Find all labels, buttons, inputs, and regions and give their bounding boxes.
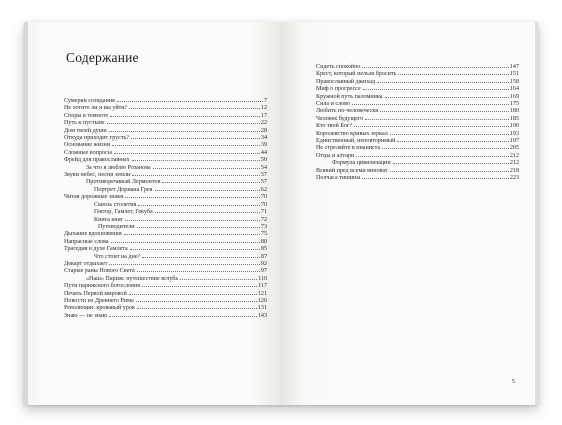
toc-entry: [64, 261, 267, 268]
dot-leader: [112, 145, 260, 146]
toc-entry-page: 7: [263, 98, 267, 104]
toc-entry: [64, 268, 267, 275]
toc-entry: [64, 135, 267, 142]
toc-entry: [316, 86, 519, 93]
toc-entry-page: 151: [509, 71, 519, 78]
toc-entry-page: 117: [258, 283, 267, 290]
toc-entry-page: 87: [260, 253, 267, 260]
dot-leader: [111, 242, 260, 243]
dot-leader: [390, 171, 509, 172]
toc-entry: [64, 128, 267, 135]
dot-leader: [137, 308, 257, 309]
toc-entry-title: Отцы и алтари: [316, 152, 355, 159]
toc-entry-title: Всякий пред всеми виноват: [316, 167, 388, 174]
toc-entry: [64, 165, 267, 172]
dot-leader: [363, 89, 509, 90]
toc-entry-page: 34: [260, 135, 267, 142]
dot-leader: [362, 67, 508, 68]
toc-entry: [64, 254, 267, 261]
dot-leader: [356, 156, 509, 157]
toc-entry: [316, 145, 519, 152]
toc-entry-title: Знаю — не знаю: [64, 312, 108, 319]
toc-entry-page: 180: [509, 108, 519, 115]
toc-entry-title: Сила и слово: [316, 101, 351, 108]
dot-leader: [129, 108, 260, 109]
toc-entry: [64, 239, 267, 246]
toc-entry: [316, 153, 519, 160]
toc-entry-title: Откуда приходит грусть?: [64, 135, 130, 142]
toc-entry-title: Дом твоей души: [64, 127, 107, 134]
toc-entry: [64, 105, 267, 112]
dot-leader: [398, 74, 508, 75]
dot-leader: [131, 138, 260, 139]
toc-entry-page: 44: [260, 149, 267, 156]
toc-entry-page: 70: [260, 194, 267, 201]
toc-entry: [316, 168, 519, 175]
dot-leader: [114, 153, 260, 154]
toc-entry: [64, 194, 267, 201]
dot-leader: [385, 97, 509, 98]
toc-entry: [64, 187, 267, 194]
dot-leader: [110, 116, 260, 117]
toc-entry-page: 17: [260, 112, 267, 119]
toc-entry-title: Не хотите ли и вы уйти?: [64, 105, 128, 112]
toc-entry: [64, 313, 267, 320]
toc-entry-page: 212: [509, 160, 519, 167]
dot-leader: [109, 131, 260, 132]
toc-entry-page: 92: [260, 260, 267, 267]
dot-leader: [393, 163, 509, 164]
toc-entry-page: 205: [509, 145, 519, 152]
toc-entry-page: 131: [257, 305, 267, 312]
toc-entry: [316, 175, 519, 182]
toc-entry-page: 75: [260, 231, 267, 238]
toc-entry-page: 28: [260, 127, 267, 134]
toc-entry-title: Старые раны Нового Света: [64, 268, 135, 275]
toc-entry-page: 97: [260, 268, 267, 275]
toc-entry: [64, 246, 267, 253]
toc-entry-title: Миф о прогрессе: [316, 86, 361, 93]
dot-leader: [377, 82, 509, 83]
toc-entry-page: 175: [509, 101, 519, 108]
toc-entry-page: 190: [509, 123, 519, 130]
toc-entry-page: 57: [260, 179, 267, 186]
toc-entry-title: Пути парижского богословия: [64, 283, 141, 290]
dot-leader: [397, 141, 509, 142]
page-number: 5: [511, 378, 515, 385]
dot-leader: [153, 168, 260, 169]
toc-entry-page: 72: [260, 216, 267, 223]
toc-entry-page: 22: [260, 120, 267, 127]
toc-entry: [64, 179, 267, 186]
dot-leader: [352, 104, 509, 105]
toc-entry-page: 85: [260, 246, 267, 253]
toc-entry: [64, 120, 267, 127]
dot-leader: [125, 197, 259, 198]
toc-entry-page: 110: [258, 275, 267, 282]
toc-entry: [316, 160, 519, 167]
toc-entry-page: 54: [260, 164, 267, 171]
toc-entry-page: 62: [260, 186, 267, 193]
dot-leader: [109, 264, 259, 265]
toc-entry-title: Декарт отдыхает: [64, 260, 108, 267]
dot-leader: [124, 234, 260, 235]
dot-leader: [380, 111, 508, 112]
toc-entry-title: Звуки небес, песни земли: [64, 172, 131, 179]
dot-leader: [142, 286, 257, 287]
toc-entry-title: Сложные вопросы: [64, 149, 112, 156]
dot-leader: [109, 316, 257, 317]
toc-entry: [64, 224, 267, 231]
toc-entry-title: Сидеть спокойно: [316, 64, 361, 70]
dot-leader: [125, 220, 260, 221]
toc-entry-page: 158: [509, 78, 519, 85]
toc-entry-page: 80: [260, 238, 267, 245]
toc-entry-page: 121: [257, 290, 267, 297]
dot-leader: [136, 301, 257, 302]
toc-entry-page: 50: [260, 157, 267, 164]
toc-entry-page: 12: [260, 105, 267, 112]
dot-leader: [132, 160, 260, 161]
toc-entry: [316, 94, 519, 101]
toc-entry-title: Сквозь столетия: [94, 201, 137, 208]
toc-entry-title: Что стоит на дне?: [94, 253, 141, 260]
toc-entry-page: 212: [509, 152, 519, 159]
toc-entry: [316, 108, 519, 115]
toc-entry-page: 71: [260, 209, 267, 216]
toc-entry-title: Гектор, Гамлет, Гекуба: [94, 209, 153, 216]
dot-leader: [117, 101, 263, 102]
dot-leader: [390, 134, 509, 135]
toc-entry-title: Противоречивый Лермонтов: [86, 179, 161, 186]
toc-entry: [64, 202, 267, 209]
toc-entry-page: 218: [509, 167, 519, 174]
dot-leader: [107, 123, 260, 124]
toc-entry-title: Революции: кровавый урок: [64, 305, 135, 312]
toc-entry-title: «Наш» Париж: путешествие вглубь: [86, 275, 179, 282]
toc-entry-title: Человек будущего: [316, 115, 364, 122]
toc-entry-page: 70: [260, 201, 267, 208]
toc-entry: [316, 131, 519, 138]
toc-entry-title: Любить по-человечески: [316, 108, 379, 115]
dot-leader: [132, 175, 260, 176]
toc-entry: [64, 291, 267, 298]
dot-leader: [138, 205, 260, 206]
toc-entry-page: 223: [509, 175, 519, 182]
dot-leader: [155, 212, 260, 213]
toc-entry-page: 57: [260, 172, 267, 179]
toc-entry-title: Кто твой Бог?: [316, 123, 353, 130]
open-book: [24, 22, 538, 405]
toc-entry: [64, 283, 267, 290]
toc-entry: [64, 217, 267, 224]
toc-entry: [64, 305, 267, 312]
toc-entry: [64, 209, 267, 216]
dot-leader: [365, 119, 509, 120]
toc-entry-page: 164: [509, 86, 519, 93]
toc-entry-page: 169: [509, 93, 519, 100]
dot-leader: [354, 126, 509, 127]
toc-entry-title: Не стреляйте в пианиста: [316, 145, 381, 152]
toc-entry-title: Новости из Древнего Рима: [64, 297, 134, 304]
toc-entry-page: 39: [260, 142, 267, 149]
toc-entry-title: Полчаса тишины: [316, 175, 361, 182]
toc-entry-title: Единственный, неповторимый: [316, 138, 396, 145]
toc-entry-title: За что я люблю Розанова: [86, 164, 151, 171]
toc-entry-page: 193: [509, 130, 519, 137]
dot-leader: [137, 271, 260, 272]
toc-entry-title: Споры в темноте: [64, 112, 109, 119]
toc-list-right: [316, 64, 519, 183]
toc-entry-title: Основание жизни: [64, 142, 111, 149]
toc-entry-title: Крест, который нельзя бросить: [316, 71, 397, 78]
dot-leader: [155, 190, 260, 191]
toc-entry-title: Портрет Дориана Грея: [94, 186, 153, 193]
toc-entry-title: Сумерки созидания: [64, 98, 115, 104]
toc-list-left: [64, 98, 267, 320]
toc-entry: [64, 113, 267, 120]
right-page: [280, 22, 538, 405]
toc-entry-title: Формула цивилизации: [332, 160, 391, 167]
toc-entry-title: Королевство кривых зеркал: [316, 130, 388, 137]
toc-entry-page: 185: [509, 115, 519, 122]
toc-entry: [64, 142, 267, 149]
dot-leader: [382, 148, 509, 149]
toc-entry: [316, 123, 519, 130]
toc-entry-title: Православный джихад: [316, 78, 375, 85]
dot-leader: [137, 227, 260, 228]
dot-leader: [362, 178, 508, 179]
toc-entry-page: 197: [509, 138, 519, 145]
dot-leader: [129, 294, 257, 295]
toc-entry-title: Путь к пустыне: [64, 120, 105, 127]
dot-leader: [162, 182, 260, 183]
dot-leader: [142, 257, 260, 258]
left-page: [24, 22, 280, 405]
toc-entry-title: Путеводители: [98, 223, 135, 230]
toc-entry-page: 143: [257, 312, 267, 319]
toc-entry-page: 73: [260, 223, 267, 230]
toc-entry-title: Напрасные слова: [64, 238, 109, 245]
toc-entry-title: Фрейд для православных: [64, 157, 130, 164]
toc-entry-page: 126: [257, 297, 267, 304]
toc-entry-title: Читая дорожные знаки: [64, 194, 124, 201]
toc-entry-page: 147: [509, 64, 519, 70]
toc-entry-title: Кружной путь паломника: [316, 93, 383, 100]
toc-entry: [64, 231, 267, 238]
dot-leader: [180, 279, 257, 280]
toc-entry-title: Книга книг: [94, 216, 124, 223]
toc-entry: [316, 71, 519, 78]
dot-leader: [130, 249, 260, 250]
toc-title: Содержание: [66, 50, 139, 65]
toc-entry: [64, 157, 267, 164]
toc-entry-title: Трагедия в духе Гамлета: [64, 246, 128, 253]
toc-entry-title: Печать Первой мировой: [64, 290, 127, 297]
toc-entry-title: Дыхание вдохновения: [64, 231, 122, 238]
